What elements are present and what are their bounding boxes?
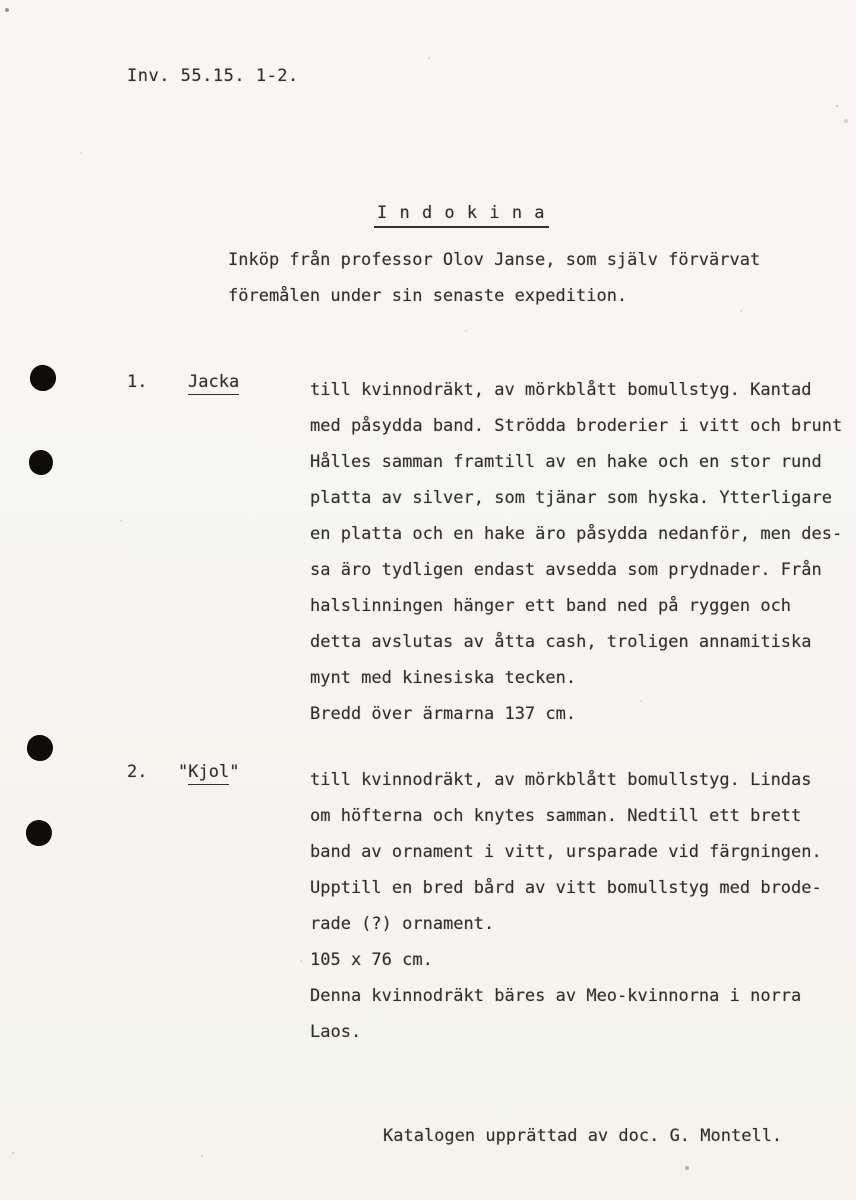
note-line: Denna kvinnodräkt bäres av Meo-kvinnorna i norra — [310, 986, 802, 1006]
description-line: platta av silver, som tjänar som hyska. Ytterligare — [310, 488, 832, 508]
description-line: halslinningen hänger ett band ned på ryggen och — [310, 596, 792, 616]
description-line: en platta och en hake äro påsydda nedanför, men des- — [310, 524, 843, 544]
item-1-number: 1. — [127, 372, 148, 392]
description-line: mynt med kinesiska tecken. — [310, 668, 577, 688]
item-2-description — [310, 762, 822, 978]
description-line: till kvinnodräkt, av mörkblått bomullstyg. Kantad — [310, 380, 812, 400]
description-line: om höfterna och knytes samman. Nedtill ett brett — [310, 806, 802, 826]
note-line: Laos. — [310, 1022, 362, 1042]
page-title: I n d o k i n a — [374, 203, 549, 228]
measurement-line: 105 x 76 cm. — [310, 950, 433, 970]
description-line: rade (?) ornament. — [310, 914, 495, 934]
item-1-description — [310, 372, 842, 732]
item-2-number: 2. — [127, 762, 148, 782]
item-2-open-quote: " — [178, 762, 189, 782]
intro-line: föremålen under sin senaste expedition. — [228, 286, 628, 306]
hole-punch-mark — [26, 734, 54, 762]
description-line: med påsydda band. Strödda broderier i vitt och brunt — [310, 416, 843, 436]
item-1-name — [188, 372, 239, 392]
inventory-number: Inv. 55.15. 1-2. — [127, 66, 299, 86]
item-2-note — [310, 978, 801, 1050]
hole-punch-mark — [28, 449, 54, 476]
description-line: detta avslutas av åtta cash, troligen annamitiska — [310, 632, 812, 652]
description-line: Hålles samman framtill av en hake och en stor rund — [310, 452, 822, 472]
paper-noise — [0, 0, 2, 2]
item-1-name-text: Jacka — [188, 372, 239, 395]
item-2-close-quote: " — [229, 762, 240, 782]
catalog-credit-line: Katalogen upprättad av doc. G. Montell. — [383, 1126, 783, 1146]
item-2-name-text: Kjol — [188, 762, 229, 785]
description-line: band av ornament i vitt, ursparade vid färgningen. — [310, 842, 822, 862]
measurement-line: Bredd över ärmarna 137 cm. — [310, 704, 577, 724]
intro-line: Inköp från professor Olov Janse, som själv förvärvat — [228, 250, 761, 270]
item-2-name — [178, 762, 239, 782]
description-line: till kvinnodräkt, av mörkblått bomullstyg. Lindas — [310, 770, 812, 790]
description-line: Upptill en bred bård av vitt bomullstyg med brode- — [310, 878, 822, 898]
description-line: sa äro tydligen endast avsedda som prydnader. Från — [310, 560, 822, 580]
hole-punch-mark — [24, 818, 54, 848]
intro-paragraph — [228, 242, 760, 314]
hole-punch-mark — [28, 363, 57, 392]
